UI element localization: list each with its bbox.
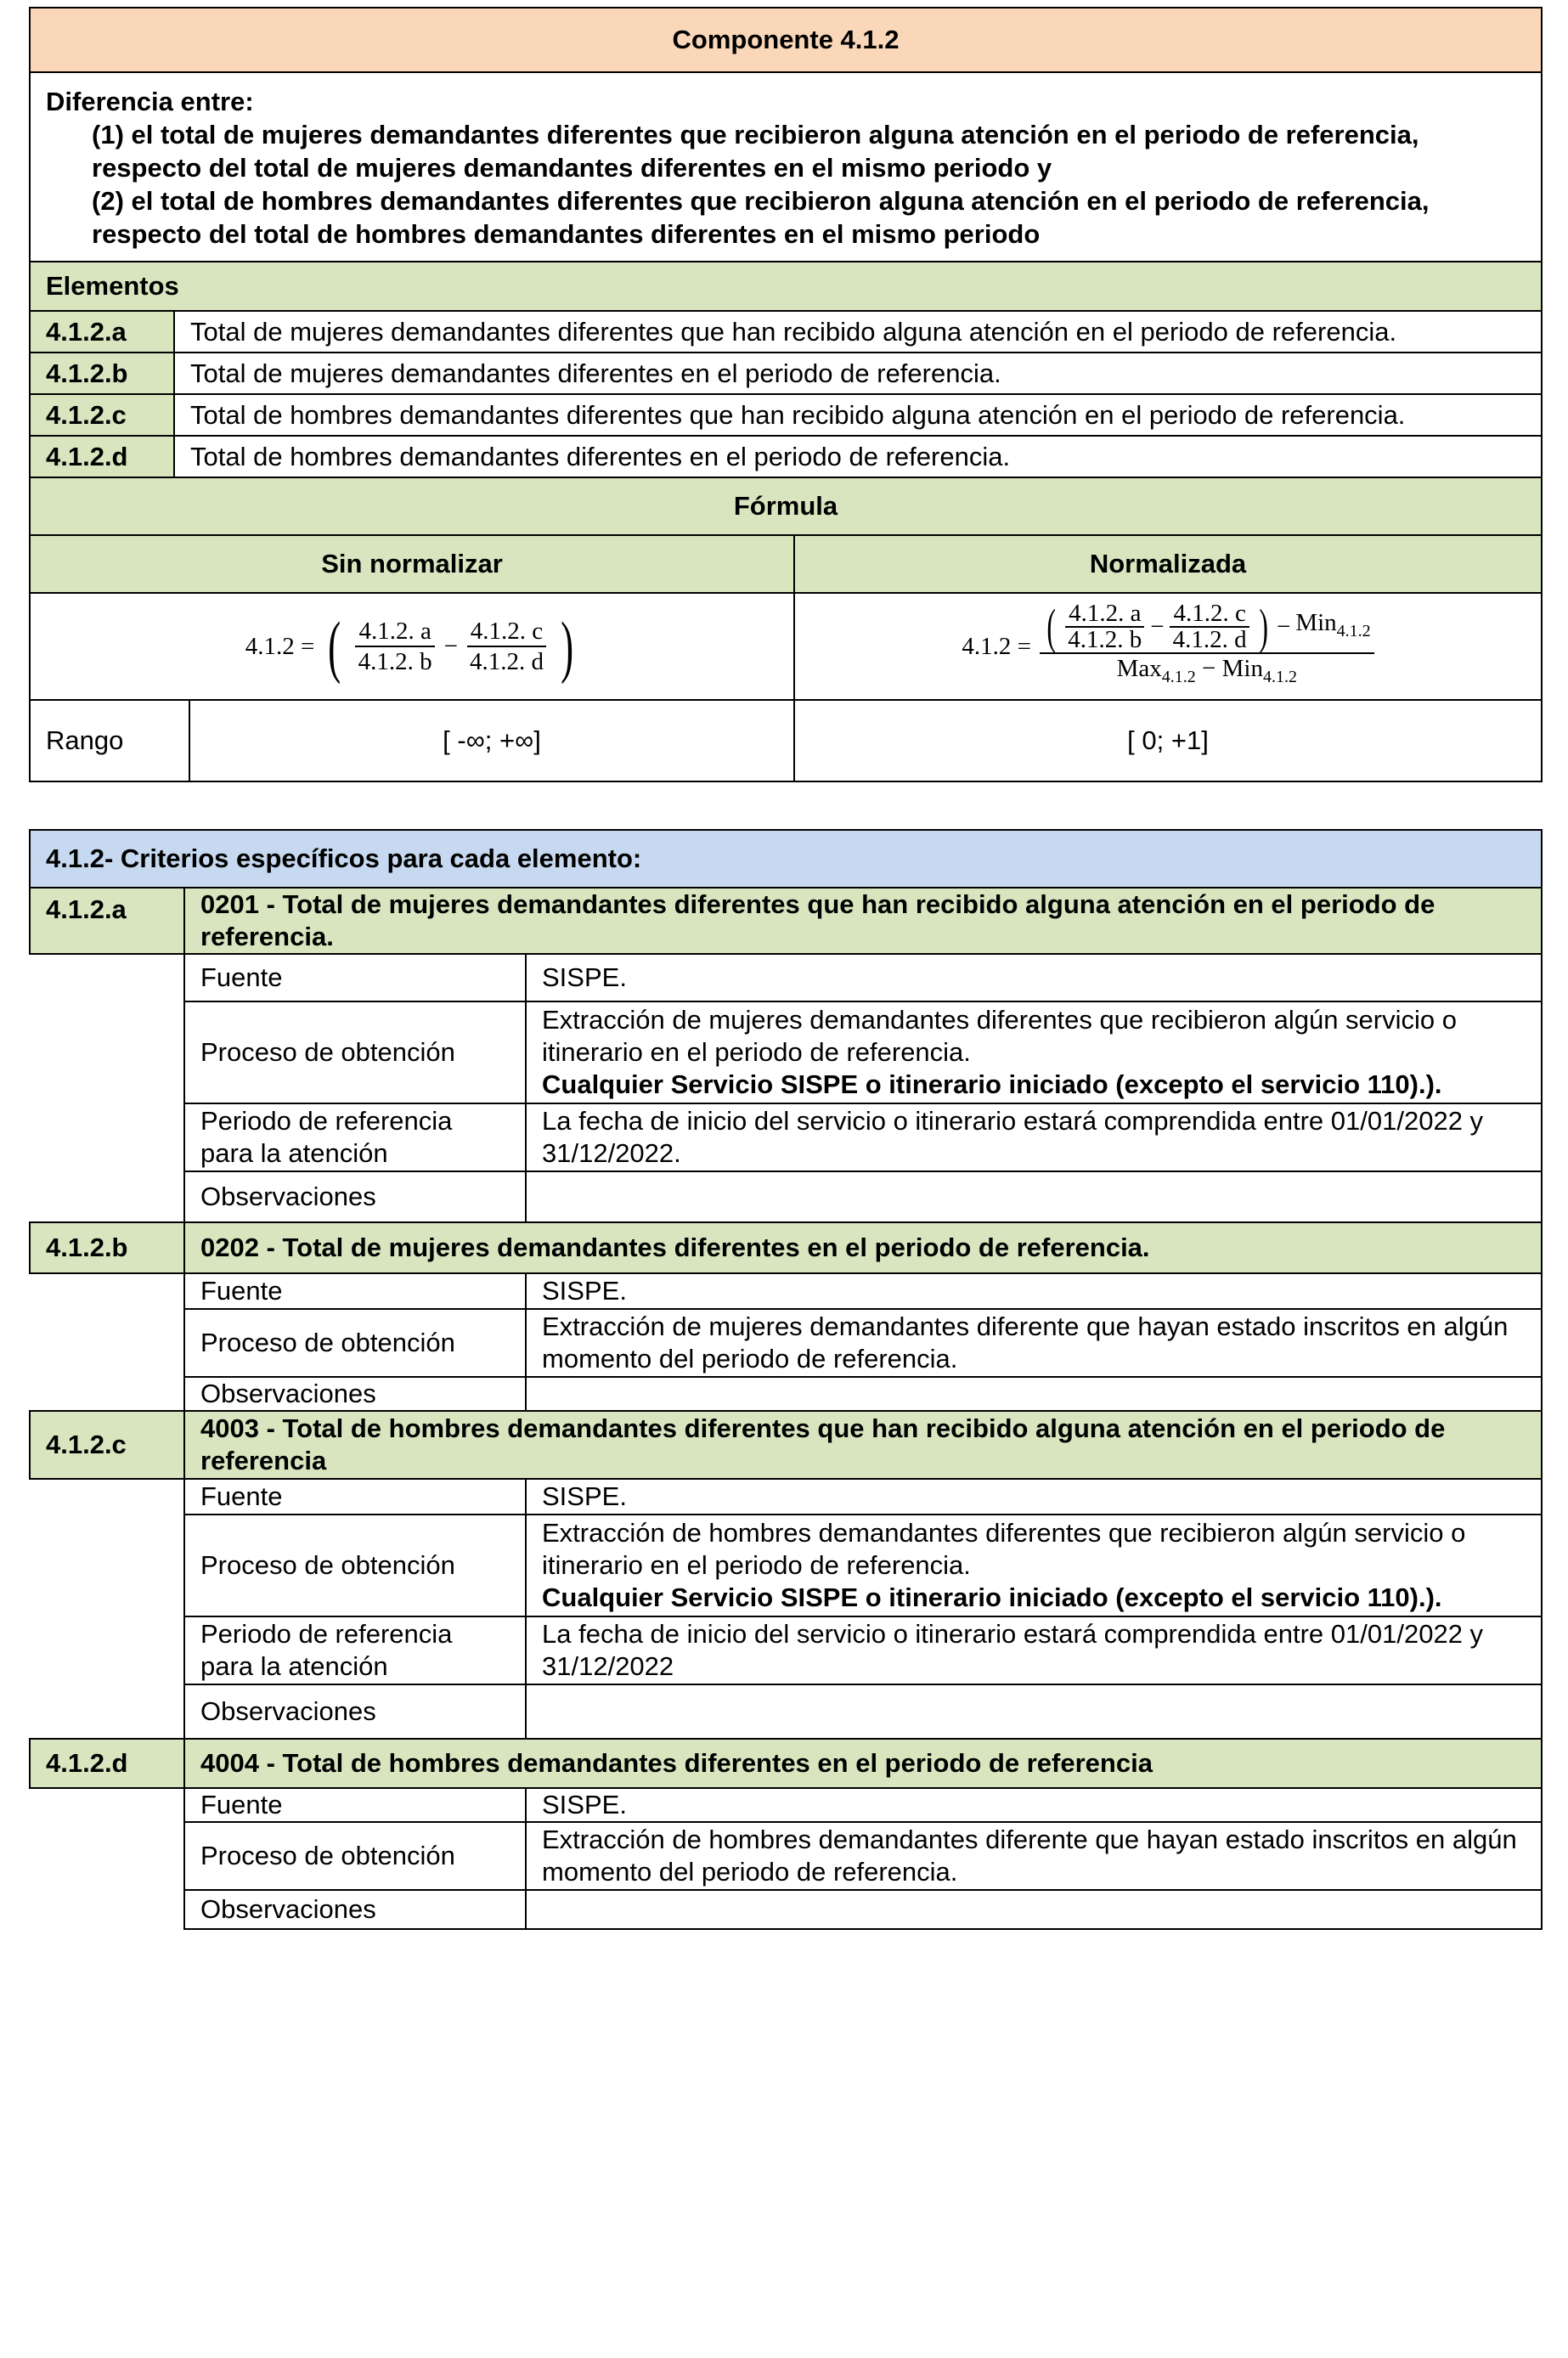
formula-col-raw: Sin normalizar — [30, 535, 794, 593]
label-observaciones: Observaciones — [184, 1684, 526, 1739]
value-observaciones — [526, 1171, 1542, 1222]
label-observaciones: Observaciones — [184, 1377, 526, 1411]
element-row — [30, 311, 1542, 353]
label-fuente: Fuente — [184, 954, 526, 1001]
element-row — [30, 353, 1542, 394]
description-intro: Diferencia entre: — [46, 87, 254, 116]
criteria-header: 4.1.2- Criterios específicos para cada elemento: — [30, 830, 1542, 888]
criteria-code: 4.1.2.c — [30, 1411, 184, 1479]
element-text: Total de hombres demandantes diferentes en el periodo de referencia. — [174, 436, 1542, 477]
label-fuente: Fuente — [184, 1273, 526, 1309]
label-fuente: Fuente — [184, 1479, 526, 1515]
element-text: Total de mujeres demandantes diferentes que han recibido alguna atención en el periodo de referencia. — [174, 311, 1542, 353]
elements-header: Elementos — [30, 262, 1542, 311]
range-normalized: [ 0; +1] — [794, 700, 1542, 781]
criteria-item-header — [30, 1411, 1542, 1479]
value-fuente: SISPE. — [526, 1479, 1542, 1515]
criteria-table — [29, 829, 1543, 1930]
value-proceso: Extracción de mujeres demandantes diferentes que recibieron algún servicio o itinerario en el periodo de referencia. Cualquier Servicio SISPE o itinerario iniciado (excepto el servicio 110).). — [526, 1001, 1542, 1103]
criteria-title: 0201 - Total de mujeres demandantes diferentes que han recibido alguna atención en el periodo de referencia. — [184, 888, 1542, 954]
label-observaciones: Observaciones — [184, 1171, 526, 1222]
element-code: 4.1.2.c — [30, 394, 174, 436]
value-observaciones — [526, 1684, 1542, 1739]
value-proceso: Extracción de mujeres demandantes diferente que hayan estado inscritos en algún momento del periodo de referencia. — [526, 1309, 1542, 1377]
component-title: Componente 4.1.2 — [30, 8, 1542, 72]
value-periodo: La fecha de inicio del servicio o itinerario estará comprendida entre 01/01/2022 y 31/12/2022. — [526, 1103, 1542, 1171]
criteria-code: 4.1.2.a — [30, 888, 184, 954]
component-description — [30, 72, 1542, 262]
formula-col-normalized: Normalizada — [794, 535, 1542, 593]
label-fuente: Fuente — [184, 1788, 526, 1822]
value-fuente: SISPE. — [526, 1273, 1542, 1309]
label-observaciones: Observaciones — [184, 1890, 526, 1929]
label-proceso: Proceso de obtención — [184, 1515, 526, 1616]
value-fuente: SISPE. — [526, 954, 1542, 1001]
value-observaciones — [526, 1377, 1542, 1411]
label-periodo: Periodo de referencia para la atención — [184, 1103, 526, 1171]
label-proceso: Proceso de obtención — [184, 1001, 526, 1103]
value-observaciones — [526, 1890, 1542, 1929]
range-raw: [ -∞; +∞] — [189, 700, 794, 781]
value-proceso: Extracción de hombres demandantes diferentes que recibieron algún servicio o itinerario en el periodo de referencia. Cualquier Servicio SISPE o itinerario iniciado (excepto el servicio 110).). — [526, 1515, 1542, 1616]
element-text: Total de mujeres demandantes diferentes en el periodo de referencia. — [174, 353, 1542, 394]
value-proceso: Extracción de hombres demandantes diferente que hayan estado inscritos en algún momento del periodo de referencia. — [526, 1822, 1542, 1890]
formula-raw: 4.1.2 = ( $\frac{4.1.2. a}{4.1.2. b}$ − $\frac{4.1.2. c}{4.1.2. d}$ ) — [30, 593, 794, 700]
label-proceso: Proceso de obtención — [184, 1822, 526, 1890]
criteria-item-header — [30, 1222, 1542, 1273]
criteria-item-header — [30, 888, 1542, 954]
criteria-code: 4.1.2.d — [30, 1739, 184, 1788]
element-row — [30, 436, 1542, 477]
formula-header: Fórmula — [30, 477, 1542, 535]
element-code: 4.1.2.d — [30, 436, 174, 477]
range-label: Rango — [30, 700, 189, 781]
element-code: 4.1.2.a — [30, 311, 174, 353]
value-periodo: La fecha de inicio del servicio o itinerario estará comprendida entre 01/01/2022 y 31/12/2022 — [526, 1616, 1542, 1684]
component-table — [29, 7, 1543, 782]
criteria-title: 4003 - Total de hombres demandantes diferentes que han recibido alguna atención en el periodo de referencia — [184, 1411, 1542, 1479]
element-code: 4.1.2.b — [30, 353, 174, 394]
criteria-title: 0202 - Total de mujeres demandantes diferentes en el periodo de referencia. — [184, 1222, 1542, 1273]
criteria-item-header — [30, 1739, 1542, 1788]
description-item-2: (2) el total de hombres demandantes diferentes que recibieron alguna atención en el periodo de referencia, respecto del total de hombres demandantes diferentes en el mismo periodo — [92, 186, 1430, 249]
label-periodo: Periodo de referencia para la atención — [184, 1616, 526, 1684]
element-text: Total de hombres demandantes diferentes que han recibido alguna atención en el periodo de referencia. — [174, 394, 1542, 436]
value-fuente: SISPE. — [526, 1788, 1542, 1822]
description-item-1: (1) el total de mujeres demandantes diferentes que recibieron alguna atención en el periodo de referencia, respecto del total de mujeres demandantes diferentes en el mismo periodo y — [92, 120, 1419, 183]
label-proceso: Proceso de obtención — [184, 1309, 526, 1377]
formula-normalized: 4.1.2 = ( $\frac{4.1.2. a}{4.1.2. b}$ − $\frac{4.1.2. c}{4.1.2. d}$ ) − Min$_{4.1.2}$ Max$_{4.1.2}$ − Min$_{4.1.2}$ — [794, 593, 1542, 700]
element-row — [30, 394, 1542, 436]
criteria-code: 4.1.2.b — [30, 1222, 184, 1273]
criteria-title: 4004 - Total de hombres demandantes diferentes en el periodo de referencia — [184, 1739, 1542, 1788]
